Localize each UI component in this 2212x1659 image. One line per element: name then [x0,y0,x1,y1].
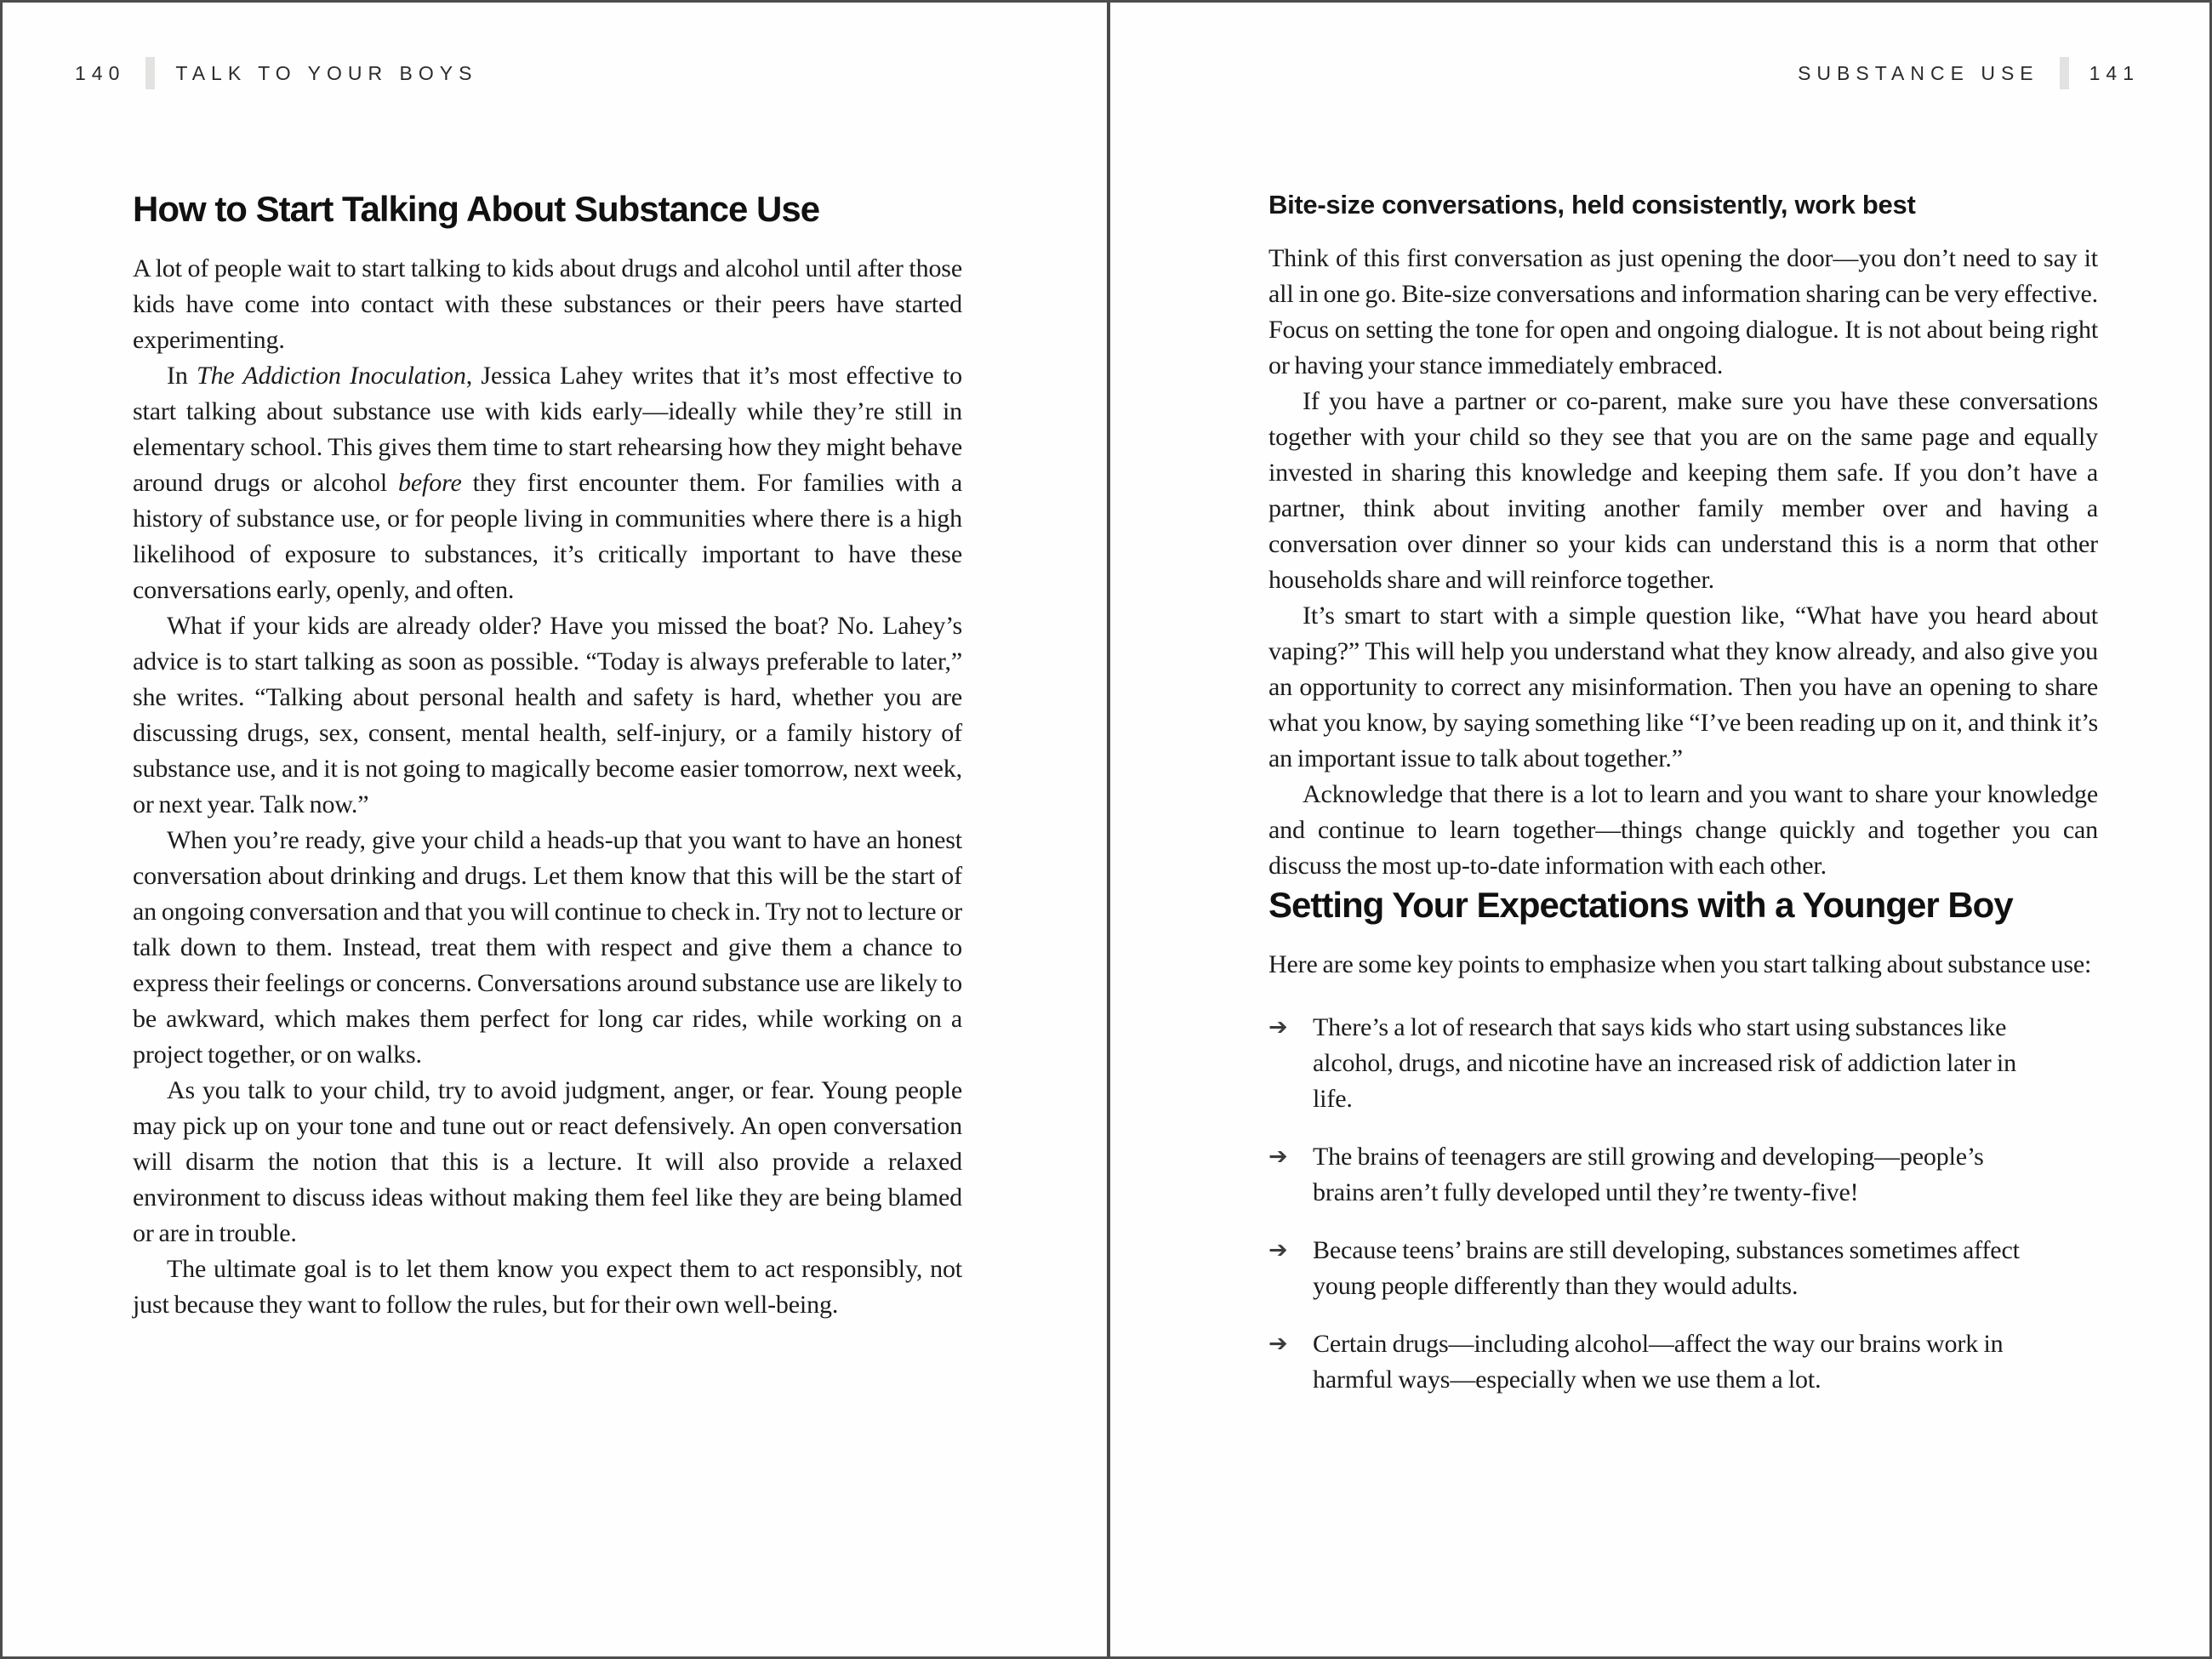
text-column-left [133,188,962,1323]
page-141 [1109,3,2212,1659]
key-points-list [1268,1010,2098,1398]
arrow-bullet-icon: ➔ [1268,1143,1288,1170]
running-head-title-right: SUBSTANCE USE [1798,61,2039,84]
arrow-bullet-icon: ➔ [1268,1014,1288,1040]
list-item-text: Because teens’ brains are still developing, substances sometimes affect young people differently than they would adults. [1313,1236,2020,1300]
paragraph-text: In [167,362,197,390]
paragraph: Acknowledge that there is a lot to learn and you want to share your knowledge and continue to learn together—things change quickly and together you can discuss the most up-to-date information with each other. [1268,780,2098,880]
paragraph: As you talk to your child, try to avoid judgment, anger, or fear. Young people may pick up on your tone and tune out or react defensively. An open conversation will disarm the notion that this is a lecture. It will also provide a relaxed environment to discuss ideas without making them feel like they are being blamed or are in trouble. [133,1076,962,1247]
arrow-bullet-icon: ➔ [1268,1237,1288,1263]
paragraph: When you’re ready, give your child a heads-up that you want to have an honest conversation about drinking and drugs. Let them know that this will be the start of an ongoing conversation and that you will continue to check in. Try not to lecture or talk down to them. Instead, treat them with respect and give them a chance to express their feelings or concerns. Conversations around substance use are likely to be awkward, which makes them perfect for long car rides, while working on a project together, or on walks. [133,826,962,1069]
list-item [1268,1326,2098,1398]
running-head-title-left: TALK TO YOUR BOYS [175,61,478,84]
page-number-right: 141 [2089,61,2140,84]
running-head-left [75,57,477,89]
paragraph: The ultimate goal is to let them know you expect them to act responsibly, not just because they want to follow the rules, but for their own well-being. [133,1255,962,1319]
section-heading-right: Setting Your Expectations with a Younger Boy [1268,885,2013,925]
sub-heading-right: Bite-size conversations, held consistently, work best [1268,190,1916,219]
text-column-right [1268,188,2098,1420]
header-divider-bar-icon [2060,57,2069,89]
list-item-text: Certain drugs—including alcohol—affect the way our brains work in harmful ways—especially when we use them a lot. [1313,1330,2004,1394]
list-item-text: The brains of teenagers are still growing and developing—people’s brains aren’t fully developed until they’re twenty-five! [1313,1143,1984,1206]
paragraph-text: they first encounter them. For families with a history of substance use, or for people living in communities where there is a high likelihood of exposure to substances, it’s critically important to have these conversations early, openly, and often. [133,469,962,604]
arrow-bullet-icon: ➔ [1268,1331,1288,1357]
book-title-italic: The Addiction Inoculation [197,362,466,390]
paragraph: What if your kids are already older? Have you missed the boat? No. Lahey’s advice is to start talking as soon as possible. “Today is always preferable to later,” she writes. “Talking about personal health and safety is hard, whether you are discussing drugs, sex, consent, mental health, self-injury, or a family history of substance use, and it is not going to magically become easier tomorrow, next week, or next year. Talk now.” [133,612,962,818]
section-heading-left: How to Start Talking About Substance Use [133,189,820,229]
paragraph: Here are some key points to emphasize when you start talking about substance use: [1268,950,2092,978]
paragraph: It’s smart to start with a simple question like, “What have you heard about vaping?” This will help you understand what they know already, and also give you an opportunity to correct any misinformation. Then you have an opening to share what you know, by saying something like “I’ve been reading up on it, and think it’s an important issue to talk about together.” [1268,601,2098,772]
paragraph: Think of this first conversation as just opening the door—you don’t need to say it all in one go. Bite-size conversations and information sharing can be very effective. Focus on setting the tone for open and ongoing dialogue. It is not about being right or having your stance immediately embraced. [1268,244,2098,379]
list-item [1268,1010,2098,1117]
paragraph-text: , Jessica Lahey writes that it’s most effective to start talking about substance use with kids early—ideally while they’re still in elementary school. This gives them time to start rehearsing how they might behave around drugs or alcohol [133,362,962,497]
list-item [1268,1139,2098,1211]
running-head-right [1798,57,2140,89]
emphasis-italic: before [398,469,462,497]
paragraph [133,358,962,608]
paragraph: A lot of people wait to start talking to kids about drugs and alcohol until after those kids have come into contact with these substances or their peers have started experimenting. [133,254,962,354]
page-number-left: 140 [75,61,126,84]
page-140 [3,3,1109,1659]
list-item-text: There’s a lot of research that says kids who start using substances like alcohol, drugs, and nicotine have an increased risk of addiction later in life. [1313,1013,2016,1113]
paragraph: If you have a partner or co-parent, make sure you have these conversations together with your child so they see that you are on the same page and equally invested in sharing this knowledge and keeping them safe. If you don’t have a partner, think about inviting another family member over and having a conversation over dinner so your kids can understand this is a norm that other households share and will reinforce together. [1268,387,2098,594]
list-item [1268,1233,2098,1304]
header-divider-bar-icon [145,57,155,89]
